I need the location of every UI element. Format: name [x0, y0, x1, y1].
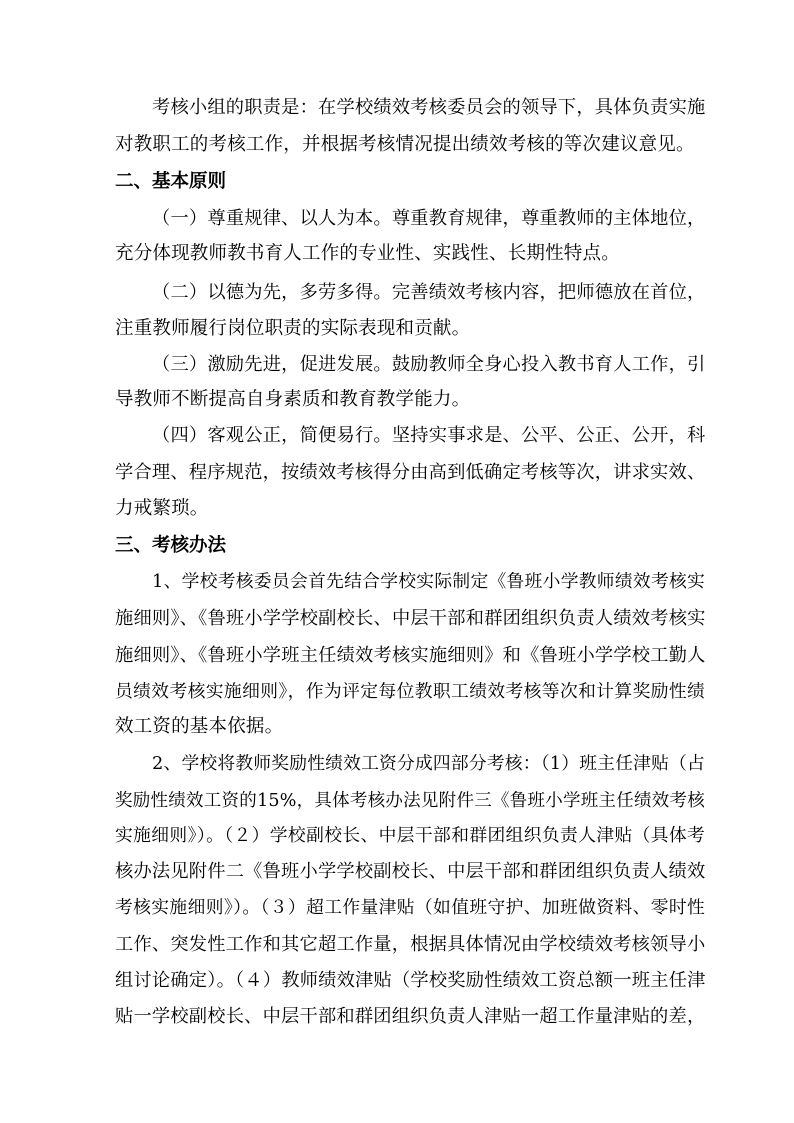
paragraph-line: 导教师不断提高自身素质和教育教学能力。	[115, 389, 471, 410]
paragraph-line: 充分体现教师教书育人工作的专业性、实践性、长期性特点。	[115, 243, 620, 264]
paragraph-line: 核办法见附件二《鲁班小学学校副校长、中层干部和群团组织负责人绩效	[115, 861, 706, 882]
paragraph-line: 对教职工的考核工作，并根据考核情况提出绩效考核的等次建议意见。	[115, 134, 695, 155]
paragraph-line: 效工资的基本依据。	[115, 716, 284, 737]
paragraph-line: 施细则》、《鲁班小学学校副校长、中层干部和群团组织负责人绩效考核实	[115, 608, 706, 629]
paragraph-line: 贴一学校副校长、中层干部和群团组织负责人津贴一超工作量津贴的差，	[115, 1006, 706, 1027]
paragraph-line: （一）尊重规律、以人为本。尊重教育规律，尊重教师的主体地位，	[152, 208, 706, 229]
paragraph-line: 工作、突发性工作和其它超工作量，根据具体情况由学校绩效考核领导小	[115, 934, 706, 955]
paragraph-line: 员绩效考核实施细则》，作为评定每位教职工绩效考核等次和计算奖励性绩	[115, 682, 705, 702]
paragraph-line: 考核实施细则》）。（３）超工作量津贴（如值班守护、加班做资料、零时性	[115, 898, 705, 918]
paragraph-line: 奖励性绩效工资的15%，具体考核办法见附件三《鲁班小学班主任绩效考核	[115, 791, 705, 811]
paragraph-line: （三）激励先进，促进发展。鼓励教师全身心投入教书育人工作，引	[152, 354, 706, 375]
paragraph-line: 2、学校将教师奖励性绩效工资分成四部分考核：（1）班主任津贴（占	[152, 754, 705, 774]
paragraph-line: （二）以德为先，多劳多得。完善绩效考核内容，把师德放在首位，	[152, 282, 706, 303]
paragraph-line: 1、学校考核委员会首先结合学校实际制定《鲁班小学教师绩效考核实	[152, 572, 705, 592]
paragraph-line: 施细则》、《鲁班小学班主任绩效考核实施细则》和《鲁班小学学校工勤人	[115, 645, 706, 666]
paragraph-line: 力戒繁琐。	[115, 498, 209, 519]
section-heading-principles: 二、基本原则	[115, 171, 227, 192]
paragraph-line: （四）客观公正，简便易行。坚持实事求是、公平、公正、公开，科	[152, 425, 706, 446]
paragraph-line: 组讨论确定）。（４）教师绩效津贴（学校奖励性绩效工资总额一班主任津	[115, 970, 706, 991]
paragraph-line: 注重教师履行岗位职责的实际表现和贡献。	[115, 318, 471, 339]
section-heading-methods: 三、考核办法	[115, 535, 227, 556]
paragraph-line: 实施细则》）。（２）学校副校长、中层干部和群团组织负责人津贴（具体考	[115, 826, 705, 846]
paragraph-line: 考核小组的职责是：在学校绩效考核委员会的领导下，具体负责实施	[152, 97, 706, 118]
paragraph-line: 学合理、程序规范，按绩效考核得分由高到低确定考核等次，讲求实效、	[115, 462, 706, 483]
